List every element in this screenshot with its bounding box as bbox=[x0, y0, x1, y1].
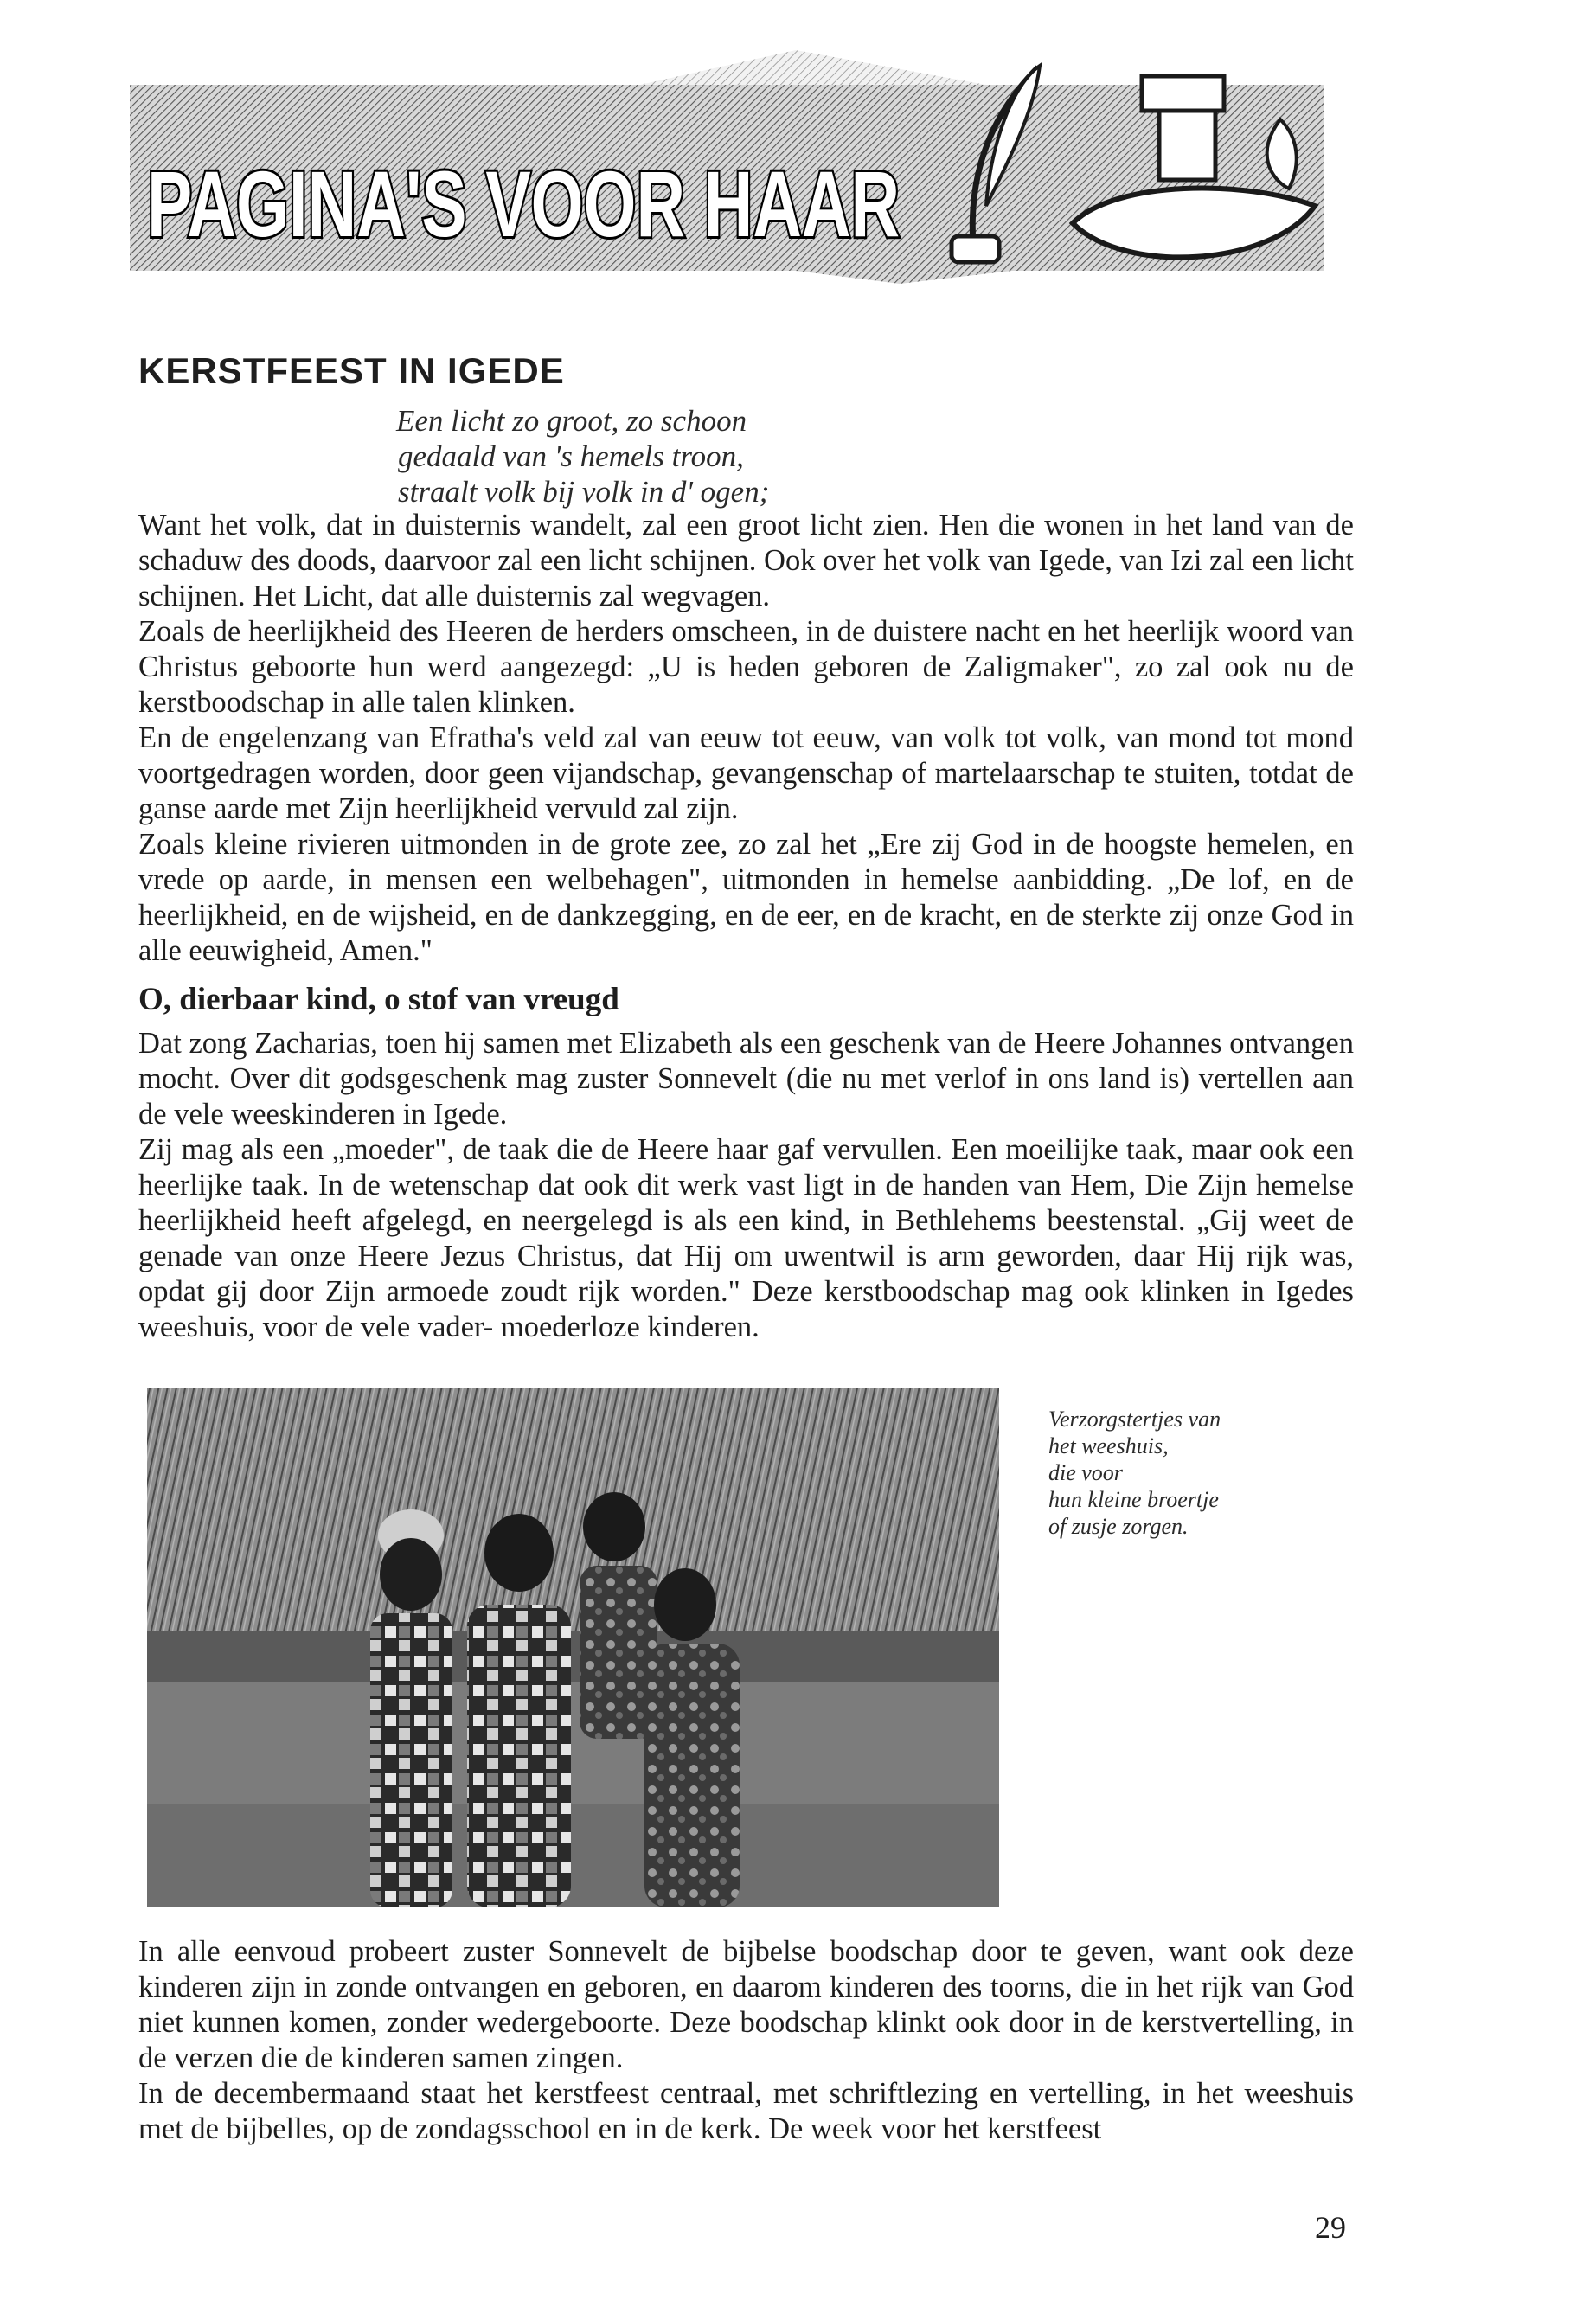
orphanage-photo bbox=[147, 1388, 999, 1907]
caption-line: die voor bbox=[1048, 1460, 1123, 1485]
header-banner bbox=[121, 50, 1332, 284]
paragraph: Dat zong Zacharias, toen hij samen met Elizabeth als een geschenk van de Heere Johannes ontvangen mocht. Over dit godsgeschenk mag zuster Sonnevelt (die nu met verlof in ons land is) vertellen aan de vele weeskinderen in Igede. bbox=[138, 1027, 1354, 1131]
banner-title: PAGINA'S VOOR HAAR bbox=[147, 151, 900, 256]
paragraph: In alle eenvoud probeert zuster Sonnevelt de bijbelse boodschap door te geven, want ook deze kinderen zijn in zonde ontvangen en geboren, en daarom kinderen des toorns, die in het rijk van God niet kunnen komen, zonder wedergeboorte. Deze boodschap klinkt ook door in de kerstvertelling, in de verzen die de kinderen samen zingen. bbox=[138, 1935, 1354, 2074]
paragraph: In de decembermaand staat het kerstfeest centraal, met schriftlezing en vertelling, in het weeshuis met de bijbelles, op de zondagsschool en in de kerk. De week voor het kerstfeest bbox=[138, 2077, 1354, 2145]
photo-caption bbox=[1048, 1406, 1308, 1540]
caption-line: Verzorgstertjes van bbox=[1048, 1407, 1221, 1432]
poem-line: straalt volk bij volk in d' ogen; bbox=[398, 475, 770, 509]
caption-line: hun kleine broertje bbox=[1048, 1487, 1219, 1512]
section-subheading: O, dierbaar kind, o stof van vreugd bbox=[138, 982, 619, 1017]
caption-line: het weeshuis, bbox=[1048, 1433, 1169, 1458]
poem bbox=[396, 403, 769, 510]
poem-line: Een licht zo groot, zo schoon bbox=[396, 404, 747, 438]
paragraph: Want het volk, dat in duisternis wandelt, zal een groot licht zien. Hen die wonen in het land van de schaduw des doods, daarvoor zal een licht schijnen. Ook over het volk van Igede, van Izi zal een licht schijnen. Het Licht, dat alle duisternis zal wegvagen. bbox=[138, 509, 1354, 612]
paragraph: Zij mag als een „moeder", de taak die de Heere haar gaf vervullen. Een moeilijke taak, maar ook een heerlijke taak. In de wetenschap dat ook dit werk vast ligt in de handen van Hem, Die Zijn hemelse heerlijkheid heeft afgelegd, en neergelegd is als een kind, in Bethlehems beestenstal. „Gij weet de genade van onze Heere Jezus Christus, dat Hij om uwentwil is arm geworden, daar Hij rijk was, opdat gij door Zijn armoede zoudt rijk worden." Deze kerstboodschap mag ook klinken in Igedes weeshuis, voor de vele vader- moederloze kinderen. bbox=[138, 1133, 1354, 1343]
article-title: KERSTFEEST IN IGEDE bbox=[138, 350, 565, 391]
paragraph: Zoals de heerlijkheid des Heeren de herders omscheen, in de duistere nacht en het heerlijk woord van Christus geboorte hun werd aangezegd: „U is heden geboren de Zaligmaker", zo zal ook nu de kerstboodschap in alle talen klinken. bbox=[138, 615, 1354, 719]
caption-line: of zusje zorgen. bbox=[1048, 1514, 1189, 1539]
paragraph: En de engelenzang van Efratha's veld zal van eeuw tot eeuw, van volk tot volk, van mond tot mond voortgedragen worden, door geen vijandschap, gevangenschap of martelaarschap te stuiten, totdat de ganse aarde met Zijn heerlijkheid vervuld zal zijn. bbox=[138, 721, 1354, 825]
poem-line: gedaald van 's hemels troon, bbox=[398, 439, 744, 473]
page-number: 29 bbox=[1315, 2210, 1346, 2245]
paragraph: Zoals kleine rivieren uitmonden in de grote zee, zo zal het „Ere zij God in de hoogste hemelen, en vrede op aarde, in mensen een welbehagen", uitmonden in hemelse aanbidding. „De lof, en de heerlijkheid, en de wijsheid, en de dankzegging, en de eer, en de kracht, en de sterkte zij onze God in alle eeuwigheid, Amen." bbox=[138, 828, 1354, 967]
